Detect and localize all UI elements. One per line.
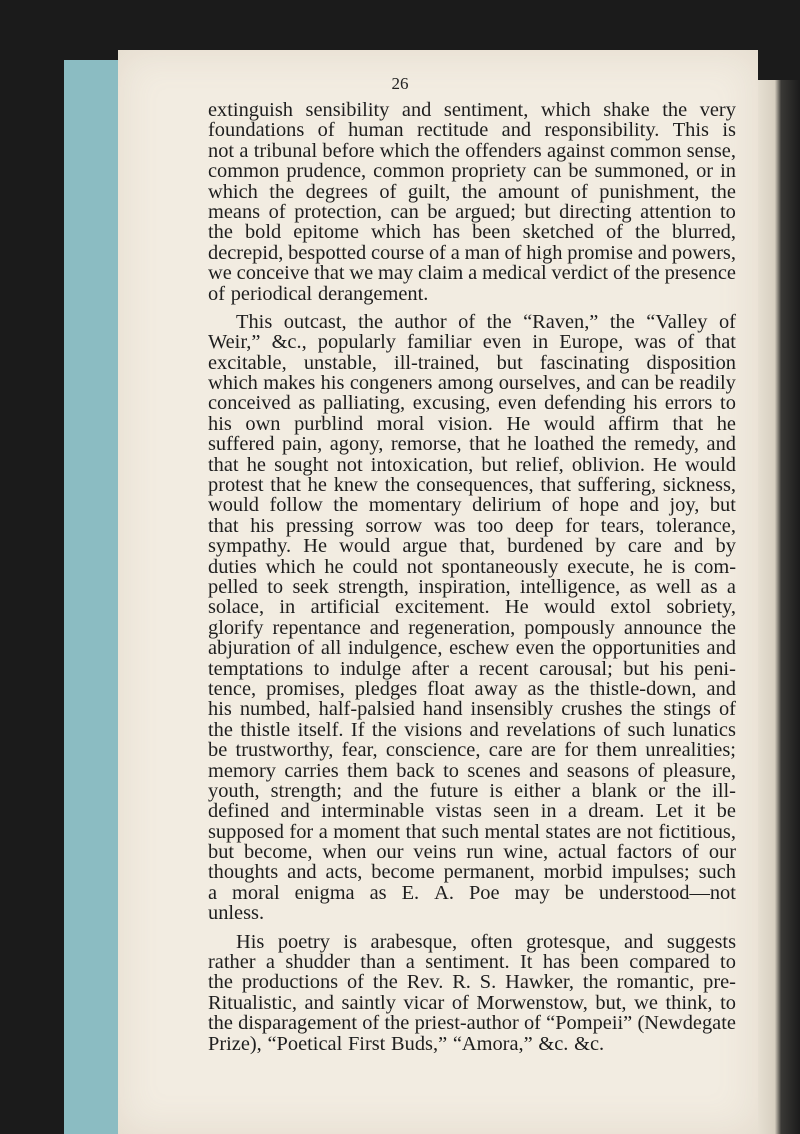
text-line: defined and interminable vistas seen in a dream. Let it be	[208, 800, 736, 823]
text-line: rather a shudder than a sentiment. It has been compared to	[208, 951, 736, 974]
text-line: foundations of human rectitude and responsibility. This is	[208, 119, 736, 142]
text-line: sympathy. He would argue that, burdened by care and by	[208, 535, 736, 558]
text-line: be trustworthy, fear, conscience, care are for them unrealities;	[208, 739, 736, 762]
text-line: a moral enigma as E. A. Poe may be understood—not	[208, 881, 736, 904]
text-line: abjuration of all indulgence, eschew even the opportunities and	[208, 637, 736, 660]
text-line: decrepid, bespotted course of a man of high promise and powers,	[208, 241, 736, 264]
text-line: extinguish sensibility and sentiment, which shake the very	[208, 99, 736, 121]
text-line: his numbed, half-palsied hand insensibly crushes the stings of	[208, 698, 736, 721]
text-line: that he sought not intoxication, but relief, oblivion. He would	[208, 453, 736, 476]
text-line: suffered pain, agony, remorse, that he loathed the remedy, and	[208, 433, 736, 456]
text-line: the productions of the Rev. R. S. Hawker, the romantic, pre-	[208, 971, 736, 994]
paragraph	[208, 100, 736, 304]
text-line: that his pressing sorrow was too deep for tears, tolerance,	[208, 514, 736, 537]
text-line: protest that he knew the consequences, that suffering, sickness,	[208, 474, 736, 497]
text-line: solace, in artificial excitement. He would extol sobriety,	[208, 596, 736, 619]
body-text	[208, 100, 736, 1054]
text-line: thoughts and acts, become permanent, morbid impulses; such	[208, 861, 736, 884]
text-line: but become, when our veins run wine, actual factors of our	[208, 841, 736, 864]
text-line: Prize), “Poetical First Buds,” “Amora,” &c. &c.	[208, 1032, 605, 1055]
text-line: supposed for a moment that such mental states are not fictitious,	[208, 820, 736, 843]
paragraph	[208, 932, 736, 1054]
text-line: pelled to seek strength, inspiration, intelligence, as well as a	[208, 575, 736, 598]
text-line: we conceive that we may claim a medical verdict of the presence	[208, 262, 736, 285]
text-line: which makes his congeners among ourselves, and can be readily	[208, 372, 736, 395]
text-line: of periodical derangement.	[208, 282, 429, 305]
text-line: conceived as palliating, excusing, even defending his errors to	[208, 392, 736, 415]
text-line: the disparagement of the priest-author of “Pompeii” (Newdegate	[208, 1012, 736, 1035]
text-line: the thistle itself. If the visions and revelations of such lunatics	[208, 718, 736, 741]
text-line: which the degrees of guilt, the amount of punishment, the	[208, 180, 736, 203]
text-line: his own purblind moral vision. He would affirm that he	[208, 412, 736, 435]
text-line: common prudence, common propriety can be summoned, or in	[208, 160, 736, 183]
text-line: not a tribunal before which the offenders against common sense,	[208, 139, 736, 162]
paragraph	[208, 312, 736, 924]
text-line: memory carries them back to scenes and seasons of pleasure,	[208, 759, 736, 782]
text-line: glorify repentance and regeneration, pompously announce the	[208, 616, 736, 639]
text-line: This outcast, the author of the “Raven,” the “Valley of	[236, 310, 736, 333]
page-number: 26	[391, 74, 409, 93]
text-line: tence, promises, pledges float away as the thistle-down, and	[208, 677, 736, 700]
text-line: temptations to indulge after a recent carousal; but his peni-	[208, 657, 736, 680]
text-line: duties which he could not spontaneously execute, he is com-	[208, 555, 736, 578]
text-line: youth, strength; and the future is either a blank or the ill-	[208, 779, 736, 802]
text-line: would follow the momentary delirium of hope and joy, but	[208, 494, 736, 517]
text-line: Ritualistic, and saintly vicar of Morwenstow, but, we think, to	[208, 991, 736, 1014]
text-line: His poetry is arabesque, often grotesque, and suggests	[236, 930, 736, 953]
text-line: the bold epitome which has been sketched of the blurred,	[208, 221, 736, 244]
text-line: Weir,” &c., popularly familiar even in Europe, was of that	[208, 331, 736, 354]
page-edge-shadow	[758, 80, 800, 1134]
text-line: means of protection, can be argued; but directing attention to	[208, 200, 736, 223]
text-line: excitable, unstable, ill-trained, but fascinating disposition	[208, 351, 736, 374]
text-line: unless.	[208, 902, 265, 925]
